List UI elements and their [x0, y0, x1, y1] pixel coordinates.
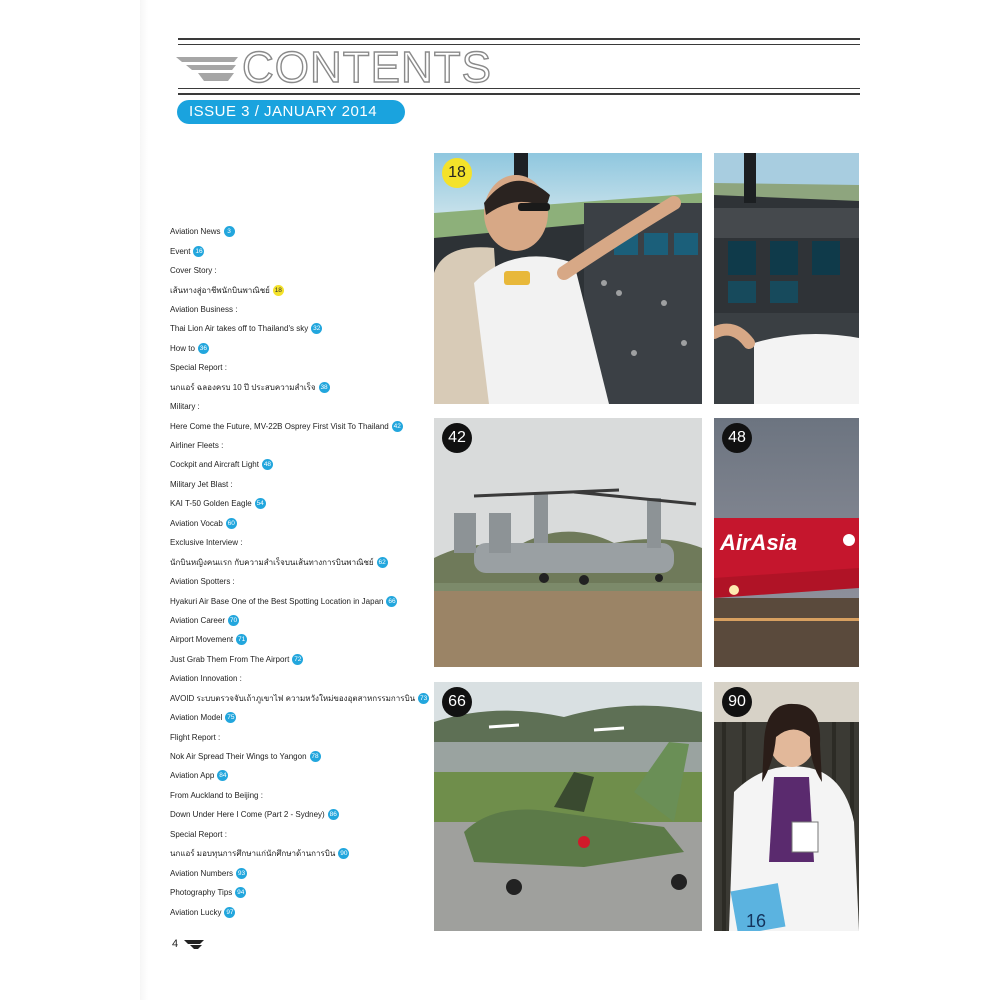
toc-entry-title: Nok Air Spread Their Wings to Yangon	[170, 752, 307, 762]
toc-entry-title: Aviation Spotters :	[170, 577, 235, 587]
toc-page-number: 54	[256, 500, 264, 508]
toc-entry	[170, 378, 432, 397]
header-rule-bottom	[178, 93, 860, 95]
toc-page-number: 38	[320, 383, 328, 391]
toc-entry	[170, 669, 432, 688]
folio-wing-icon	[184, 940, 204, 949]
osprey-aircraft-photo	[434, 418, 702, 667]
toc-page-number: 36	[199, 344, 208, 352]
toc-entry	[170, 766, 432, 785]
toc-entry-title: Flight Report :	[170, 732, 221, 742]
toc-entry-title: How to	[170, 343, 195, 353]
toc-entry-title: Special Report :	[170, 829, 227, 839]
page-number-badge: 18	[442, 158, 472, 188]
toc-page-number: 71	[238, 636, 246, 644]
toc-entry	[170, 397, 432, 416]
page-number-badge: 48	[722, 423, 752, 453]
page-number-badge: 66	[442, 687, 472, 717]
toc-entry-title: Military Jet Blast :	[170, 479, 233, 489]
toc-entry-title: Hyakuri Air Base One of the Best Spotting Location in Japan	[170, 596, 384, 606]
toc-entry	[170, 630, 432, 649]
toc-page-number: 94	[237, 889, 245, 897]
toc-entry	[170, 533, 432, 552]
toc-entry	[170, 339, 432, 358]
toc-page-number: 97	[226, 908, 234, 916]
toc-entry-title: นกแอร์ ฉลองครบ 10 ปี ประสบความสำเร็จ	[170, 382, 316, 392]
toc-entry	[170, 727, 432, 746]
toc-entry	[170, 844, 432, 863]
toc-entry	[170, 552, 432, 571]
toc-entry	[170, 883, 432, 902]
toc-entry-title: Photography Tips	[170, 888, 233, 898]
toc-entry	[170, 689, 432, 708]
page-folio: 4	[172, 938, 179, 950]
toc-entry-title: AVOID ระบบตรวจจับเถ้าภูเขาไฟ ความหวังใหม่ของอุตสาหกรรมการบิน	[170, 693, 416, 703]
airasia-night-photo	[714, 418, 859, 667]
toc-entry-title: Aviation Business :	[170, 304, 238, 314]
toc-entry	[170, 494, 432, 513]
toc-entry	[170, 825, 432, 844]
toc-entry	[170, 436, 432, 455]
toc-page-number: 86	[329, 811, 337, 819]
toc-page-number: 66	[388, 597, 396, 605]
toc-entry	[170, 611, 432, 630]
toc-entry-title: Aviation Numbers	[170, 868, 233, 878]
toc-entry-title: Aviation Lucky	[170, 907, 222, 917]
toc-entry-title: Special Report :	[170, 363, 227, 373]
table-of-contents	[170, 222, 432, 922]
card-number-text: 16	[746, 911, 767, 931]
phantom-jet-photo	[434, 682, 702, 931]
toc-page-number: 73	[420, 694, 428, 702]
toc-page-number: 72	[294, 655, 302, 663]
toc-page-number: 70	[229, 616, 238, 624]
toc-entry	[170, 475, 432, 494]
wing-logo-icon	[176, 53, 238, 83]
header-rule-top	[178, 38, 860, 40]
toc-entry	[170, 514, 432, 533]
toc-page-number: 18	[274, 286, 282, 294]
toc-entry	[170, 222, 432, 241]
toc-entry	[170, 319, 432, 338]
toc-entry	[170, 455, 432, 474]
toc-page-number: 60	[227, 519, 235, 527]
toc-entry-title: Just Grab Them From The Airport	[170, 654, 290, 664]
page-number-badge: 90	[722, 687, 752, 717]
toc-entry	[170, 863, 432, 882]
toc-entry	[170, 261, 432, 280]
toc-entry-title: Military :	[170, 402, 200, 412]
toc-page-number: 78	[311, 753, 319, 761]
issue-badge: ISSUE 3 / JANUARY 2014	[177, 100, 405, 124]
toc-entry	[170, 591, 432, 610]
toc-entry	[170, 358, 432, 377]
toc-entry-title: เส้นทางสู่อาชีพนักบินพาณิชย์	[170, 285, 270, 295]
toc-entry-title: Airport Movement	[170, 635, 234, 645]
toc-page-number: 48	[263, 461, 272, 469]
toc-entry-title: Here Come the Future, MV-22B Osprey First Visit To Thailand	[170, 421, 389, 431]
cockpit-instruments-photo	[714, 153, 859, 404]
toc-entry-title: Aviation Vocab	[170, 518, 223, 528]
toc-entry-title: Cover Story :	[170, 266, 217, 276]
toc-entry	[170, 416, 432, 435]
toc-entry-title: Aviation Model	[170, 713, 223, 723]
toc-entry	[170, 280, 432, 299]
toc-entry-title: From Auckland to Beijing :	[170, 790, 263, 800]
toc-page-number: 42	[393, 422, 401, 430]
toc-entry	[170, 805, 432, 824]
toc-entry-title: Thai Lion Air takes off to Thailand's sky	[170, 324, 309, 334]
toc-entry-title: Aviation Career	[170, 615, 225, 625]
toc-entry	[170, 572, 432, 591]
page-number-badge: 42	[442, 423, 472, 453]
cockpit-photo	[434, 153, 702, 404]
toc-entry-title: Aviation News	[170, 227, 221, 237]
toc-page-number: 93	[237, 869, 246, 877]
toc-entry	[170, 902, 432, 921]
toc-entry	[170, 708, 432, 727]
toc-page-number: 16	[195, 247, 203, 255]
toc-page-number: 84	[219, 772, 227, 780]
toc-entry-title: Cockpit and Aircraft Light	[170, 460, 259, 470]
toc-entry-title: นกแอร์ มอบทุนการศึกษาแก่นักศึกษาด้านการบิน	[170, 849, 336, 859]
interview-photo	[714, 682, 859, 931]
toc-entry-title: Airliner Fleets :	[170, 441, 224, 451]
toc-page-number: 90	[340, 850, 348, 858]
toc-page-number: 62	[378, 558, 386, 566]
toc-entry-title: Aviation App	[170, 771, 215, 781]
toc-page-number: 75	[227, 714, 235, 722]
toc-entry-title: Event	[170, 246, 191, 256]
toc-entry-title: Aviation Innovation :	[170, 674, 242, 684]
airasia-livery-text: AirAsia	[720, 530, 798, 555]
toc-entry-title: Down Under Here I Come (Part 2 - Sydney)	[170, 810, 325, 820]
toc-entry	[170, 300, 432, 319]
toc-page-number: 32	[313, 325, 321, 333]
page-edge-shadow	[140, 0, 148, 1000]
toc-entry	[170, 650, 432, 669]
toc-entry-title: นักบินหญิงคนแรก กับความสำเร็จบนเส้นทางการบินพาณิชย์	[170, 557, 374, 567]
toc-entry-title: KAI T-50 Golden Eagle	[170, 499, 252, 509]
toc-entry	[170, 747, 432, 766]
toc-page-number: 3	[224, 226, 235, 237]
toc-entry-title: Exclusive Interview :	[170, 538, 243, 548]
toc-entry	[170, 786, 432, 805]
page-title: CONTENTS	[242, 43, 492, 92]
toc-entry	[170, 241, 432, 260]
